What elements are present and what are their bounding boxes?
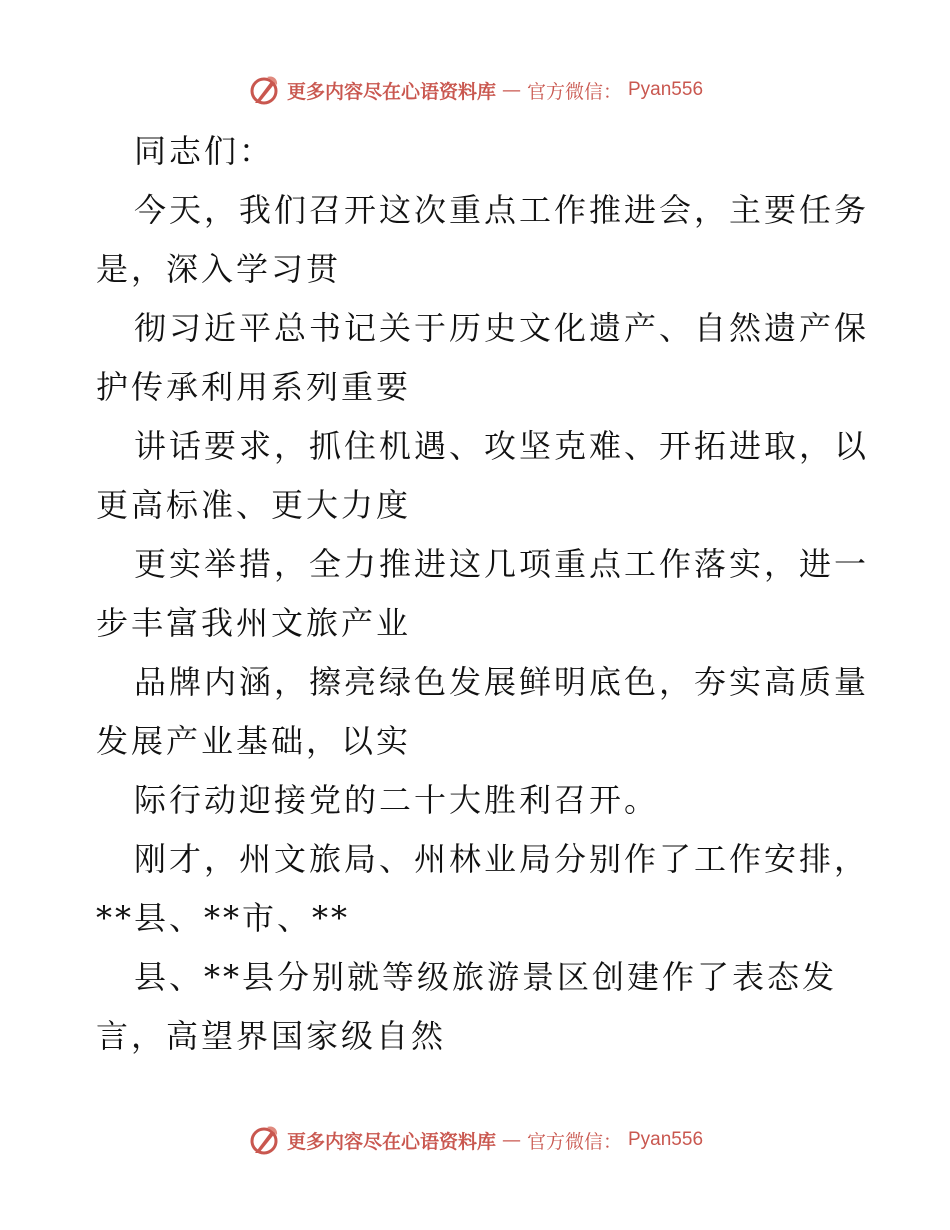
text-line: 护传承利用系列重要 [96, 368, 412, 406]
text-line: 步丰富我州文旅产业 [96, 604, 412, 642]
quill-logo-icon [247, 73, 281, 107]
footer-watermark [0, 1120, 950, 1160]
text-line: 发展产业基础，以实 [96, 722, 412, 760]
document-body [96, 122, 870, 1066]
quill-logo-icon [247, 1123, 281, 1157]
text-line: 品牌内涵，擦亮绿色发展鲜明底色，夯实高质量 [134, 663, 870, 701]
text-line: 讲话要求，抓住机遇、攻坚克难、开拓进取，以 [134, 427, 870, 465]
text-line: 刚才，州文旅局、州林业局分别作了工作安排， [134, 840, 870, 878]
site-name: 更多内容尽在心语资料库 [286, 1130, 496, 1153]
text-line: 是，深入学习贯 [96, 250, 342, 288]
wechat-label: 官方微信： [526, 80, 622, 103]
text-line: 县、**县分别就等级旅游景区创建作了表态发 [134, 958, 838, 996]
header-watermark [0, 70, 950, 110]
text-line: 际行动迎接党的二十大胜利召开。 [134, 781, 660, 819]
text-line: 今天，我们召开这次重点工作推进会，主要任务 [134, 191, 870, 229]
separator: — [501, 79, 521, 101]
site-name: 更多内容尽在心语资料库 [286, 80, 496, 103]
text-line: 更实举措，全力推进这几项重点工作落实，进一 [134, 545, 870, 583]
wechat-handle: Pyan556 [628, 1129, 704, 1150]
text-line: 同志们： [134, 132, 275, 170]
wechat-label: 官方微信： [526, 1130, 622, 1153]
text-line: 更高标准、更大力度 [96, 486, 412, 524]
wechat-handle: Pyan556 [628, 79, 704, 100]
text-line: 彻习近平总书记关于历史文化遗产、自然遗产保 [134, 309, 870, 347]
separator: — [501, 1129, 521, 1151]
text-line: **县、**市、** [96, 899, 351, 937]
text-line: 言，高望界国家级自然 [96, 1017, 447, 1055]
